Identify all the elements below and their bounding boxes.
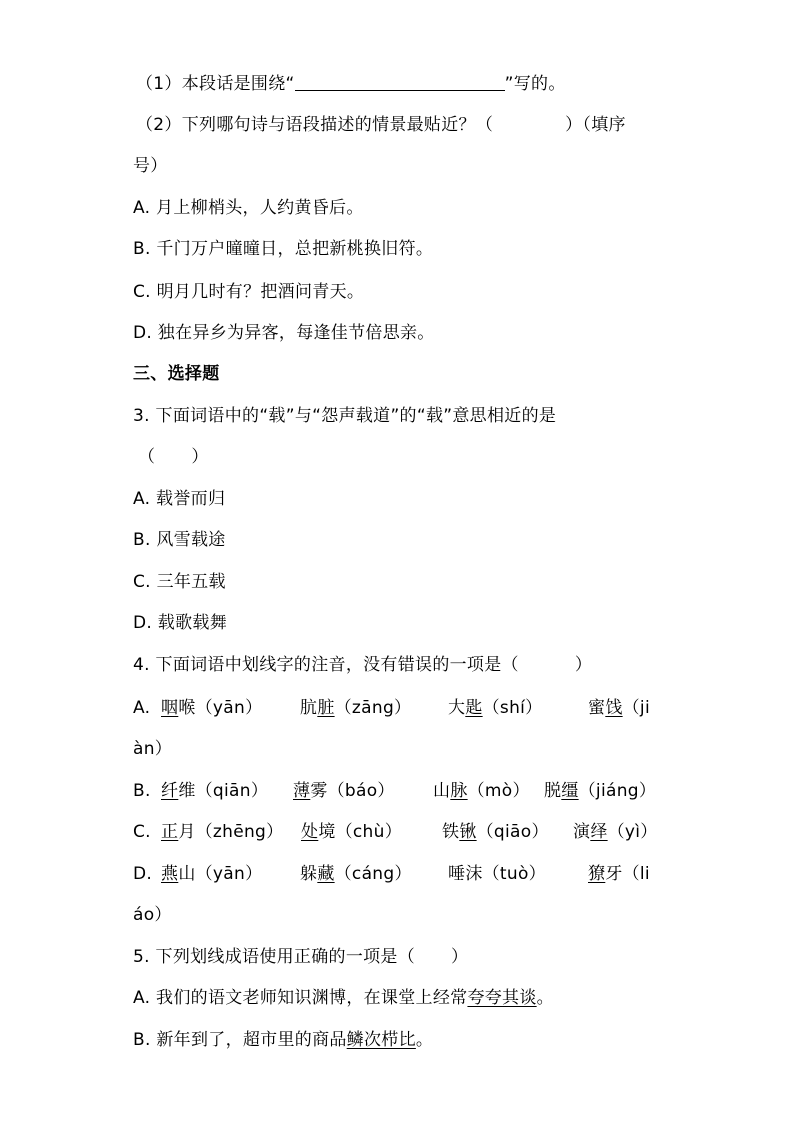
q4-option-a-cont: àn） [133,739,173,759]
q2-option-b: B. 千门万户曈曈日，总把新桃换旧符。 [133,239,434,259]
q4-option-d [133,863,650,885]
word-rest: 牙（li [605,864,650,884]
word-char: 铁 [442,822,460,842]
q5b-text: B. 新年到了，超市里的商品 [133,1030,347,1050]
underlined-char: 薄 [293,781,311,801]
word-rest: 山（yān） [178,864,263,884]
q4-option-d-cont: áo） [133,905,172,925]
q3-option-a: A. 载誉而归 [133,489,226,509]
q5a-end: 。 [536,988,554,1008]
q4b-word1 [161,780,268,802]
q5b-end: 。 [415,1030,434,1050]
word-char: 脱 [544,781,562,801]
word-rest: （shí） [482,698,543,718]
q4a-word3 [448,697,542,719]
q5-stem-post: ） [451,947,469,967]
underlined-char: 匙 [465,698,483,718]
q5-stem [133,946,468,968]
word-rest: （ji [622,698,650,718]
q2-sub1-pre: （1）本段话是围绕“ [136,74,295,94]
q4b-word4 [544,780,656,802]
word-rest: 雾（báo） [310,781,395,801]
underlined-char: 缰 [561,781,579,801]
q5-option-b [133,1029,433,1051]
word-char: 山 [433,781,451,801]
paren-open: （ [138,447,156,467]
option-label: D. [133,864,153,884]
q5-stem-pre: 5. 下列划线成语使用正确的一项是（ [133,947,416,967]
option-label: C. [133,822,151,842]
word-rest: （zāng） [334,698,412,718]
underlined-char: 绎 [590,822,608,842]
underlined-char: 藏 [317,864,335,884]
q3-option-d: D. 载歌载舞 [133,613,227,633]
q4-stem-post: ） [574,655,593,675]
word-rest: 境（chù） [318,822,403,842]
underlined-char: 燕 [161,864,179,884]
q2-option-a: A. 月上柳梢头，人约黄昏后。 [133,198,364,218]
word-char: 演 [573,822,591,842]
q4d-word1 [161,863,262,885]
q2-option-c: C. 明月几时有？把酒问青天。 [133,282,365,302]
word-rest: （qiāo） [476,822,549,842]
underlined-char: 锹 [459,822,477,842]
underlined-char: 脏 [317,698,335,718]
q4-stem [133,654,592,676]
word-rest: （mò） [467,781,530,801]
q4b-word2 [293,780,395,802]
q5a-text: A. 我们的语文老师知识渊博，在课堂上经常 [133,988,468,1008]
option-label: B. [133,781,151,801]
q3-paren [138,446,209,468]
q4-stem-pre: 4. 下面词语中划线字的注音，没有错误的一项是（ [133,655,519,675]
q2-option-d: D. 独在异乡为异客，每逢佳节倍思亲。 [133,323,435,343]
word-rest: 维（qiān） [178,781,269,801]
q2-sub1 [136,72,566,95]
answer-blank[interactable] [295,72,505,91]
q3-stem: 3. 下面词语中的“载”与“怨声载道”的“载”意思相近的是 [133,406,557,426]
word-char: 大 [448,698,466,718]
q4-option-b [133,780,657,802]
underlined-char: 正 [161,822,179,842]
word-rest: 喉（yān） [178,698,263,718]
q2-sub1-post: ”写的。 [504,74,566,94]
q4c-word3 [442,821,549,843]
underlined-char: 饯 [605,698,623,718]
q3-option-c: C. 三年五载 [133,572,226,592]
paren-close: ） [191,447,209,467]
word-rest: 沫（tuò） [465,864,546,884]
q3-option-b: B. 风雪载途 [133,530,226,550]
underlined-char: 处 [301,822,319,842]
word-rest: （yì） [607,822,658,842]
underlined-char: 脉 [450,781,468,801]
q4c-word2 [301,821,402,843]
q4d-word2 [300,863,412,885]
q4a-word4 [588,697,650,719]
q2-sub2-post: ）（填序 [565,115,626,135]
q4d-word4 [588,863,650,885]
q5-option-a [133,987,554,1009]
word-rest: （cáng） [334,864,412,884]
q4-option-c [133,821,658,843]
underlined-char: 獠 [588,864,606,884]
q2-sub2-cont: 号） [133,156,168,176]
q4c-word1 [161,821,283,843]
q2-sub2-pre: （2）下列哪句诗与语段描述的情景最贴近？（ [136,115,494,135]
word-char: 蜜 [588,698,606,718]
q4c-word4 [573,821,658,843]
q4-option-a [133,697,650,719]
word-rest: 月（zhēng） [178,822,284,842]
q4d-word3 [448,863,546,885]
q4a-word1 [161,697,262,719]
q2-sub2 [136,114,626,136]
q4b-word3 [433,780,530,802]
word-char: 躲 [300,864,318,884]
word-rest: （jiáng） [578,781,657,801]
underlined-idiom: 鳞次栉比 [346,1030,416,1050]
q4a-word2 [300,697,411,719]
option-label: A. [133,698,151,718]
word-char: 唾 [448,864,466,884]
section-title: 三、选择题 [133,364,220,384]
underlined-char: 纤 [161,781,179,801]
word-char: 肮 [300,698,318,718]
underlined-idiom: 夸夸其谈 [467,988,537,1008]
underlined-char: 咽 [161,698,179,718]
